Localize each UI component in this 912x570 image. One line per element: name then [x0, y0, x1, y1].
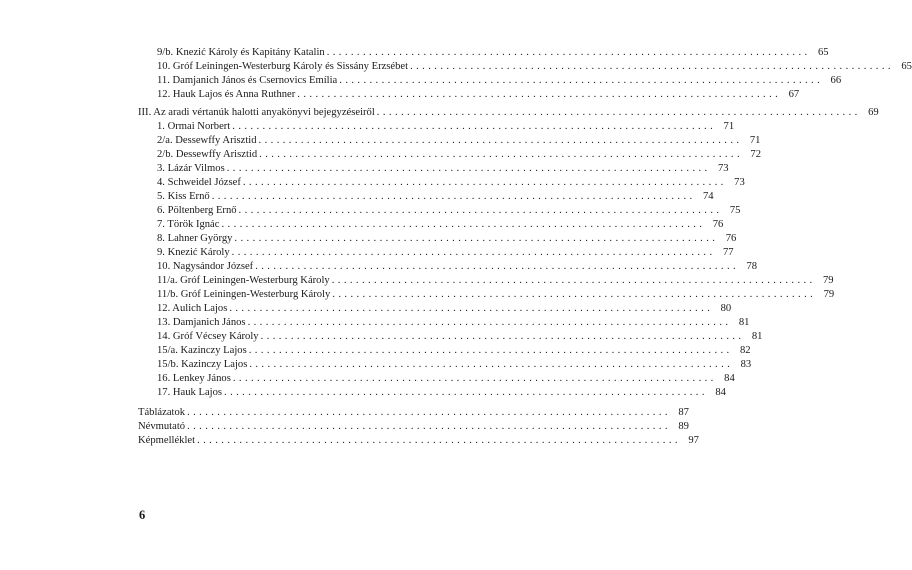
toc-entry-page: 75: [729, 205, 741, 216]
toc-entry-label: 15/b. Kazinczy Lajos: [157, 359, 248, 370]
toc-entry-label: 2/b. Dessewffy Arisztid: [157, 149, 258, 160]
toc-entry-label: 11. Damjanich János és Csernovics Emília: [157, 75, 338, 86]
toc-entry-page: 81: [751, 331, 763, 342]
toc-entry-label: 3. Lázár Vilmos: [157, 163, 225, 174]
toc-entry-page: 79: [823, 275, 834, 286]
toc-entry-label: 13. Damjanich János: [157, 317, 246, 328]
dot-leader: ................................................................................: [231, 247, 716, 258]
toc-entry-page: 74: [702, 191, 714, 202]
dot-leader: ................................................................................: [187, 407, 671, 418]
dot-leader: ................................................................................: [255, 261, 740, 272]
dot-leader: ................................................................................: [226, 163, 711, 174]
dot-leader: ................................................................................: [410, 61, 894, 72]
dot-leader: ................................................................................: [331, 275, 816, 286]
toc-entry-label: 9. Knezić Károly: [157, 247, 230, 258]
toc-entry-page: 66: [830, 75, 842, 86]
toc-entry-label: 2/a. Dessewffy Arisztid: [157, 135, 257, 146]
dot-leader: ................................................................................: [332, 289, 817, 300]
toc-entry-label: 7. Török Ignác: [157, 219, 220, 230]
toc-entry-page: 76: [725, 233, 737, 244]
toc-entry-page: 82: [740, 345, 751, 356]
dot-leader: ................................................................................: [258, 135, 743, 146]
toc-entry: [157, 287, 835, 301]
toc-entry: [157, 245, 734, 259]
toc-entry: [157, 301, 732, 315]
toc-entry-page: 65: [817, 47, 829, 58]
toc-entry: [157, 371, 735, 385]
dot-leader: ................................................................................: [247, 317, 732, 328]
toc-entry-label: 11/a. Gróf Leiningen-Westerburg Károly: [157, 275, 330, 286]
toc-entry: [157, 161, 729, 175]
toc-entry-page: 72: [750, 149, 762, 160]
dot-leader: ................................................................................: [339, 75, 824, 86]
dot-leader: ................................................................................: [248, 345, 733, 356]
dot-leader: ................................................................................: [211, 191, 696, 202]
toc-entry-page: 80: [720, 303, 732, 314]
toc-entry-page: 84: [715, 387, 726, 398]
dot-leader: ................................................................................: [234, 233, 719, 244]
toc-entry-page: 67: [788, 89, 800, 100]
toc-entry-label: 1. Ormai Norbert: [157, 121, 231, 132]
dot-leader: ................................................................................: [238, 205, 723, 216]
toc-section-label: III. Az aradi vértanúk halotti anyakönyvi bejegyzéseiről: [138, 107, 375, 118]
toc-back-matter-entry: [138, 433, 699, 447]
toc-entry-page: 71: [749, 135, 761, 146]
dot-leader: ................................................................................: [232, 373, 717, 384]
toc-entry-page: 73: [718, 163, 729, 174]
toc-entry: [157, 357, 752, 371]
toc-back-matter-entry: [138, 405, 689, 419]
dot-leader: ................................................................................: [232, 121, 717, 132]
toc-section-page: 69: [868, 107, 879, 118]
toc-entry-page: 65: [901, 61, 912, 72]
toc-entry: [157, 329, 763, 343]
page-number: 6: [139, 508, 146, 522]
dot-leader: ................................................................................: [221, 219, 706, 230]
dot-leader: ................................................................................: [326, 47, 811, 58]
dot-leader: ................................................................................: [249, 359, 734, 370]
toc-entry-label: 6. Pöltenberg Ernő: [157, 205, 237, 216]
toc-entry-label: 11/b. Gróf Leiningen-Westerburg Károly: [157, 289, 331, 300]
toc-entry-page: 71: [723, 121, 735, 132]
toc-entry-page: 73: [734, 177, 745, 188]
toc-entry-page: 81: [738, 317, 750, 328]
toc-entry-label: 12. Hauk Lajos és Anna Ruthner: [157, 89, 296, 100]
toc-entry-label: 10. Nagysándor József: [157, 261, 254, 272]
toc-entry-label: 9/b. Knezić Károly és Kapitány Katalin: [157, 47, 325, 58]
toc-section-heading: [138, 105, 879, 119]
toc-entry-page: 77: [722, 247, 734, 258]
toc-entry: [157, 175, 745, 189]
toc-entry: [157, 203, 741, 217]
toc-entry-label: 4. Schweidel József: [157, 177, 241, 188]
toc-entry-label: Névmutató: [138, 421, 186, 432]
toc-entry-label: Táblázatok: [138, 407, 186, 418]
dot-leader: ................................................................................: [187, 421, 671, 432]
toc-entry: [157, 217, 724, 231]
toc-entry: [157, 73, 842, 87]
toc-entry-label: 12. Aulich Lajos: [157, 303, 228, 314]
toc-entry: [157, 45, 829, 59]
toc-entry-page: 76: [712, 219, 724, 230]
dot-leader: ................................................................................: [229, 303, 714, 314]
toc-entry-page: 97: [688, 435, 699, 446]
toc-entry-label: 17. Hauk Lajos: [157, 387, 223, 398]
toc-entry: [157, 133, 761, 147]
dot-leader: ................................................................................: [297, 89, 782, 100]
toc-entry-label: 8. Lahner György: [157, 233, 233, 244]
toc-entry-label: 10. Gróf Leiningen-Westerburg Károly és Sissány Erzsébet: [157, 61, 409, 72]
dot-leader: ................................................................................: [260, 331, 745, 342]
toc-back-matter-entry: [138, 419, 689, 433]
toc-entry-page: 84: [724, 373, 735, 384]
dot-leader: ................................................................................: [224, 387, 708, 398]
toc-entry: [157, 259, 758, 273]
toc-entry-page: 89: [678, 421, 689, 432]
toc-entry: [157, 385, 726, 399]
toc-entry-page: 83: [740, 359, 752, 370]
toc-entry-page: 79: [823, 289, 835, 300]
toc-entry-label: 14. Gróf Vécsey Károly: [157, 331, 259, 342]
toc-entry-page: 78: [746, 261, 758, 272]
toc-entry: [157, 315, 750, 329]
dot-leader: ................................................................................: [242, 177, 727, 188]
toc-entry: [157, 119, 735, 133]
dot-leader: ................................................................................: [197, 435, 681, 446]
toc-entry: [157, 343, 751, 357]
toc-entry: [157, 147, 762, 161]
toc-entry-label: 16. Lenkey János: [157, 373, 231, 384]
dot-leader: ................................................................................: [376, 107, 861, 118]
toc-entry: [157, 189, 714, 203]
toc-entry: [157, 59, 912, 73]
toc-entry: [157, 273, 834, 287]
toc-entry-label: 5. Kiss Ernő: [157, 191, 210, 202]
toc-entry-label: 15/a. Kazinczy Lajos: [157, 345, 247, 356]
toc-entry: [157, 87, 800, 101]
toc-entry-page: 87: [678, 407, 689, 418]
toc-entry: [157, 231, 737, 245]
toc-entry-label: Képmelléklet: [138, 435, 196, 446]
dot-leader: ................................................................................: [259, 149, 744, 160]
